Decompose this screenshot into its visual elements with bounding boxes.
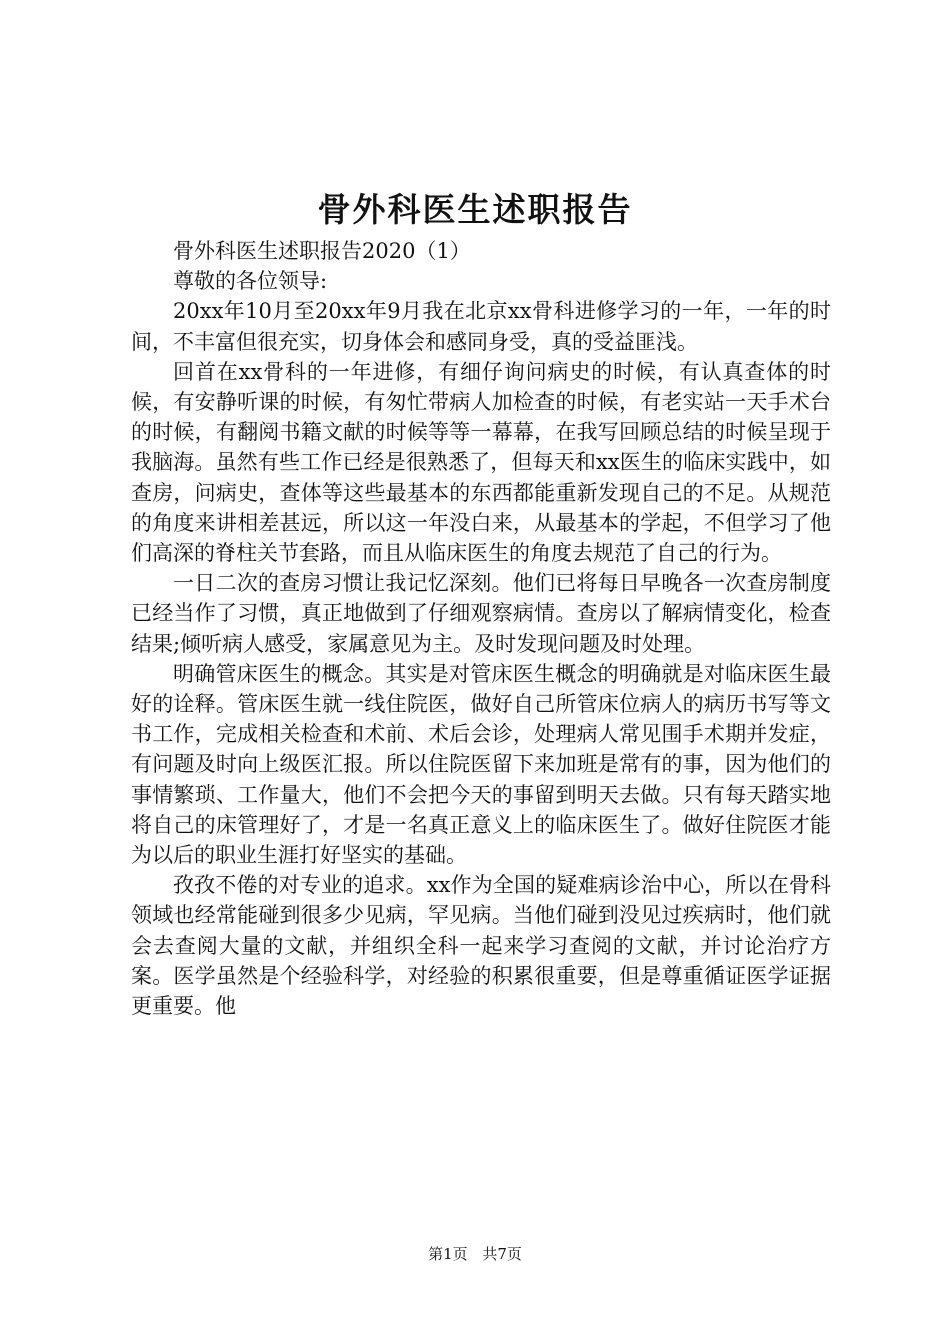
paragraph: 一日二次的查房习惯让我记忆深刻。他们已将每日早晚各一次查房制度已经当作了习惯，真正地做到了仔细观察病情。查房以了解病情变化，检查结果;倾听病人感受，家属意见为主。及时发现问题及时处理。: [131, 571, 831, 656]
page-total: 共7页: [482, 1245, 522, 1263]
paragraph: 孜孜不倦的对专业的追求。xx作为全国的疑难病诊治中心，所以在骨科领域也经常能碰到很多少见病，罕见病。当他们碰到没见过疾病时，他们就会去查阅大量的文献，并组织全科一起来学习查阅的文献，并讨论治疗方案。医学虽然是个经验科学，对经验的积累很重要，但是尊重循证医学证据更重要。他: [131, 873, 831, 1019]
page-footer: [0, 1242, 950, 1266]
paragraph: 骨外科医生述职报告2020（1）: [173, 239, 471, 263]
paragraph: 回首在xx骨科的一年进修，有细仔询问病史的时候，有认真查体的时候，有安静听课的时候，有匆忙带病人加检查的时候，有老实站一天手术台的时候，有翻阅书籍文献的时候等等一幕幕，在我写回顾总结的时候呈现于我脑海。虽然有些工作已经是很熟悉了，但每天和xx医生的临床实践中，如查房，问病史，查体等这些最基本的东西都能重新发现自己的不足。从规范的角度来讲相差甚远，所以这一年没白来，从最基本的学起，不但学习了他们高深的脊柱关节套路，而且从临床医生的角度去规范了自己的行为。: [131, 359, 831, 566]
paragraph: 尊敬的各位领导:: [173, 269, 328, 294]
paragraph: 20xx年10月至20xx年9月我在北京xx骨科进修学习的一年，一年的时间，不丰富但很充实，切身体会和感同身受，真的受益匪浅。: [131, 299, 831, 354]
document-body: [131, 236, 831, 1021]
page-number: 第1页: [428, 1245, 468, 1263]
paragraph: 明确管床医生的概念。其实是对管床医生概念的明确就是对临床医生最好的诠释。管床医生就一线住院医，做好自己所管床位病人的病历书写等文书工作，完成相关检查和术前、术后会诊，处理病人常见围手术期并发症，有问题及时向上级医汇报。所以住院医留下来加班是常有的事，因为他们的事情繁琐、工作量大，他们不会把今天的事留到明天去做。只有每天踏实地将自己的床管理好了，才是一名真正意义上的临床医生了。做好住院医才能为以后的职业生涯打好坚实的基础。: [131, 661, 831, 868]
document-title: 骨外科医生述职报告: [317, 190, 633, 229]
